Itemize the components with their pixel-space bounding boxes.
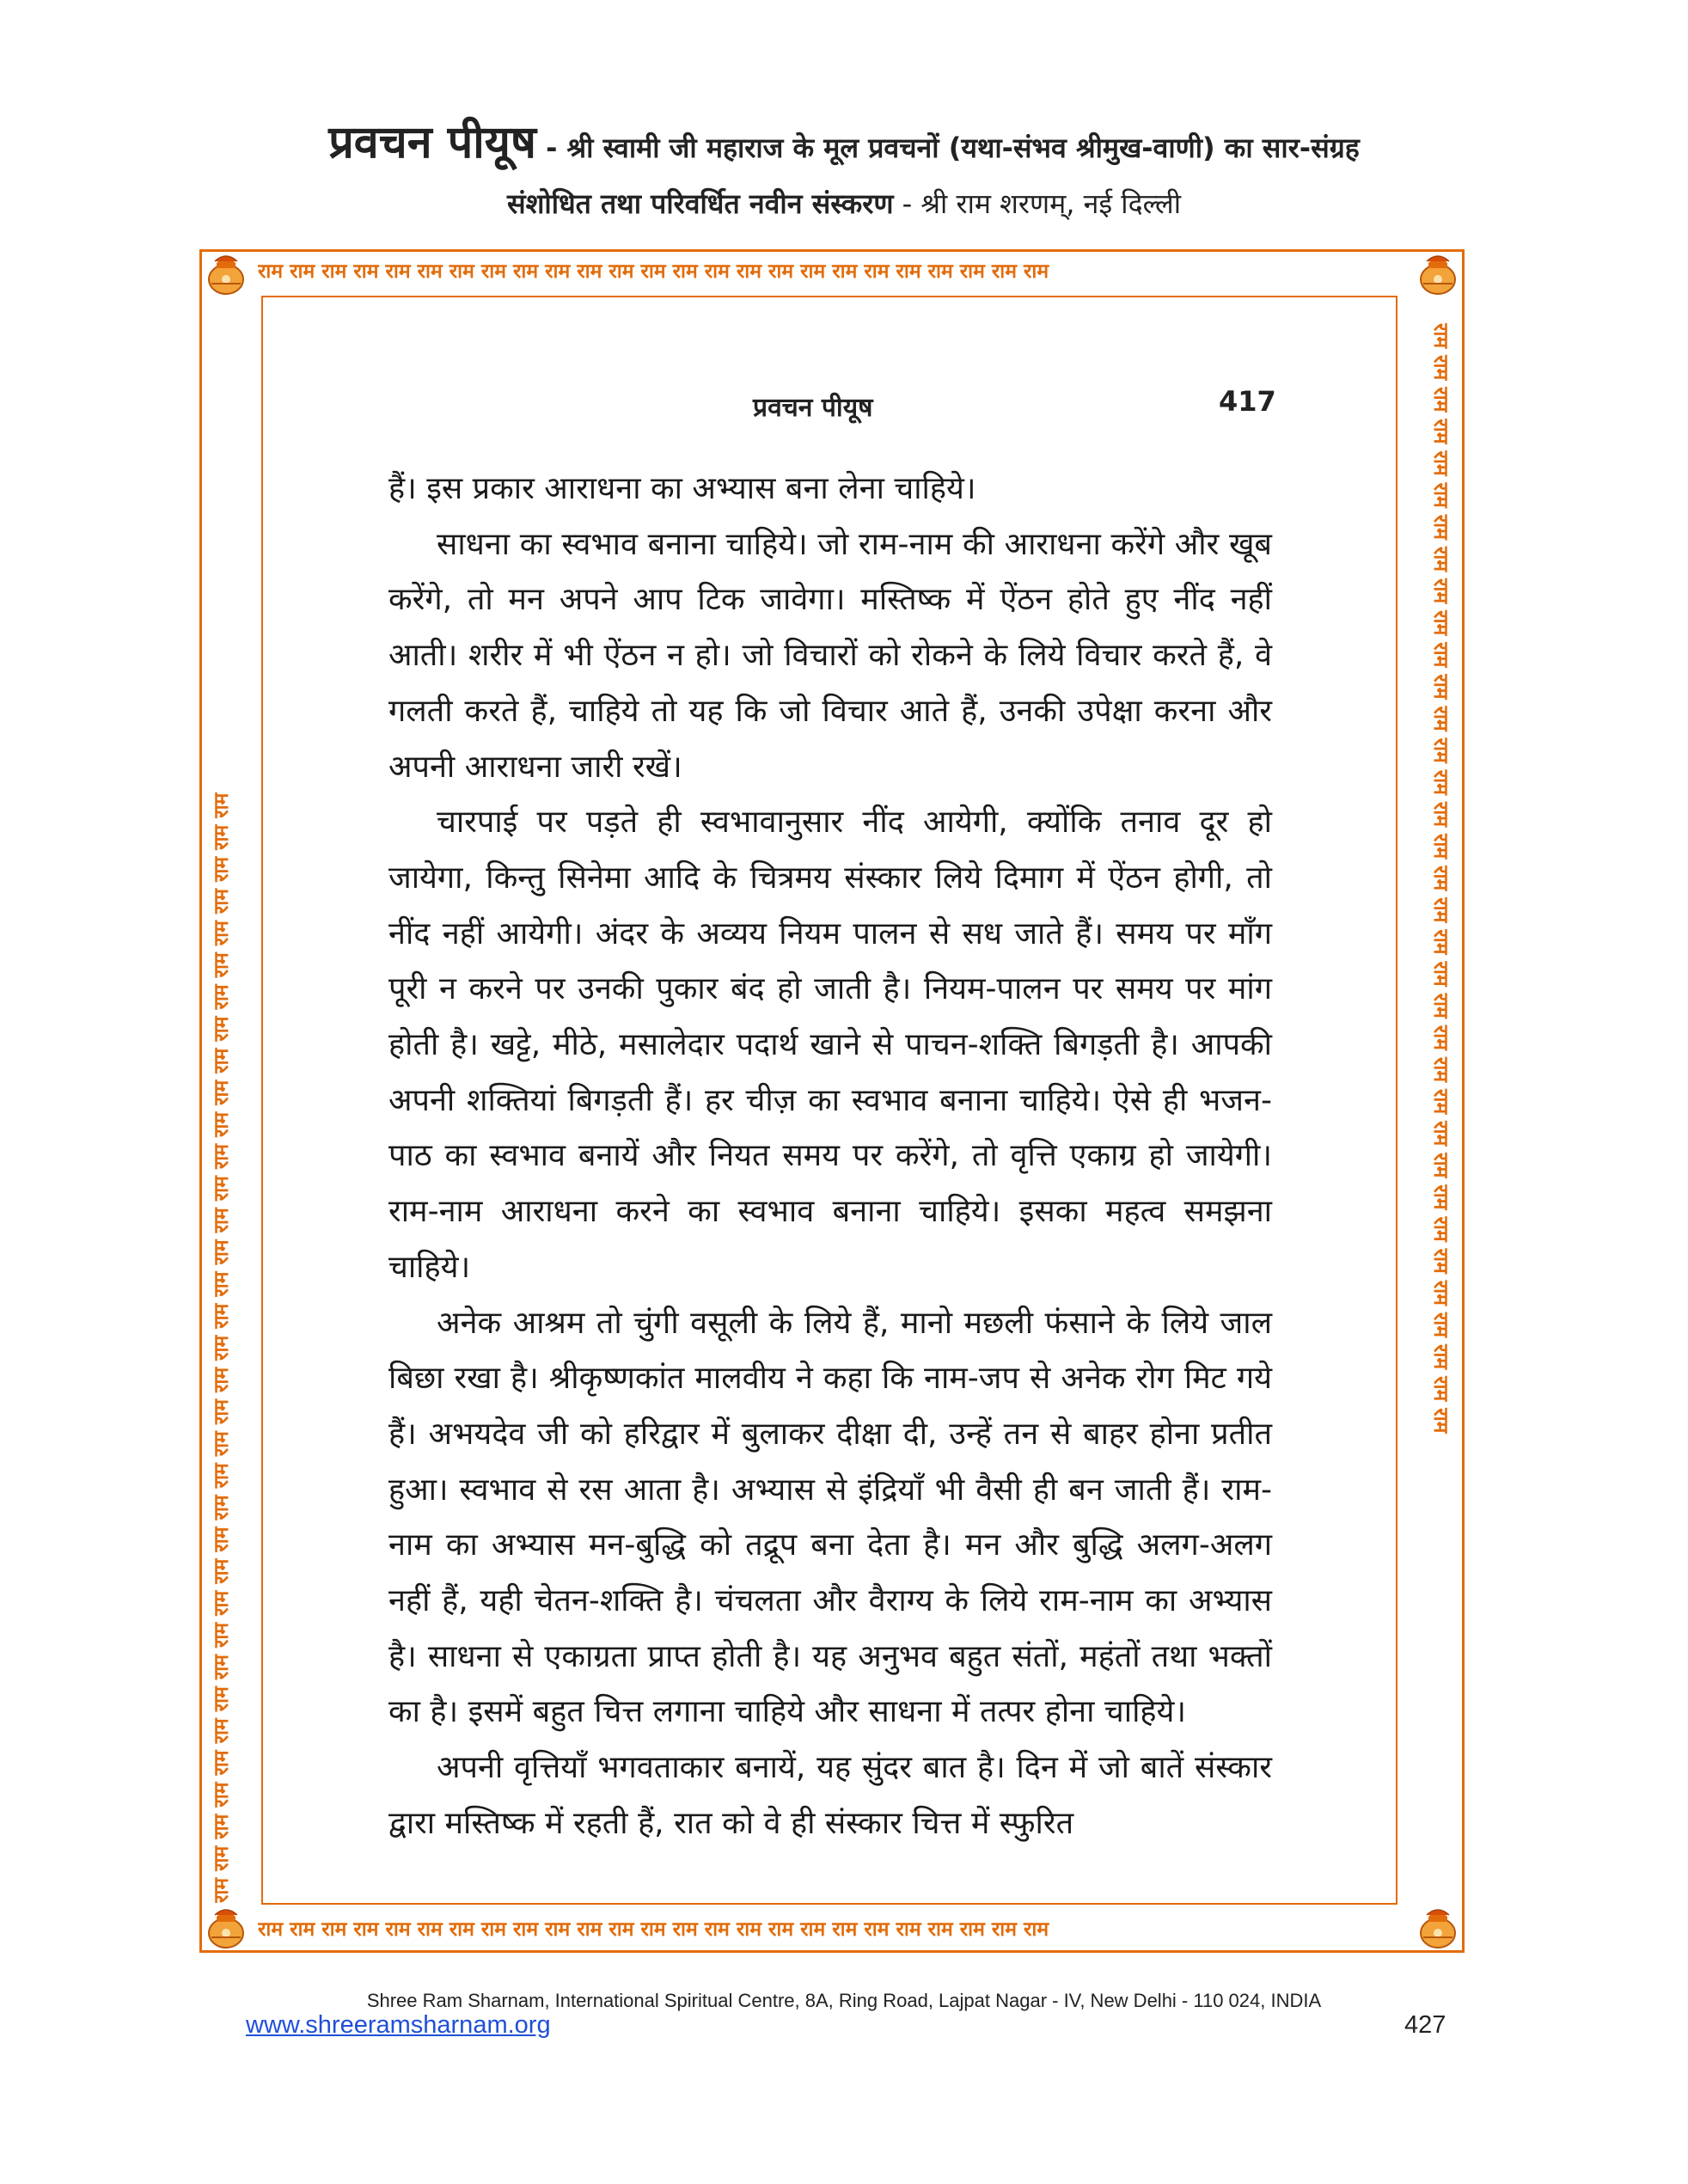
border-text-right: राम राम राम राम राम राम राम राम राम राम राम राम राम राम राम राम राम राम राम राम राम राम राम राम राम राम राम राम राम राम राम राम राम राम राम [1429,323,1452,1434]
border-text-left: राम राम राम राम राम राम राम राम राम राम राम राम राम राम राम राम राम राम राम राम राम राम राम राम राम राम राम राम राम राम राम राम राम राम राम [211,792,233,1903]
kalash-icon [203,251,249,297]
paragraph: साधना का स्वभाव बनाना चाहिये। जो राम-नाम की आराधना करेंगे और खूब करेंगे, तो मन अपने आप टिक जावेगा। मस्तिष्क में ऐंठन होते हुए नींद नहीं आती। शरीर में भी ऐंठन न हो। जो विचारों को रोकने के लिये विचार करते हैं, वे गलती करते हैं, चाहिये तो यह कि जो विचार आते हैं, उनकी उपेक्षा करना और अपनी आराधना जारी रखें। [388,526,1272,785]
document-title: प्रवचन पीयूष [328,117,536,168]
edition-label: संशोधित तथा परिवर्धित नवीन संस्करण [507,187,894,220]
paragraph: हैं। इस प्रकार आराधना का अभ्यास बना लेना चाहिये। [388,471,976,506]
edition-publisher: - श्री राम शरणम्, नई दिल्ली [893,187,1181,220]
scan-page-number: 417 [1219,385,1276,418]
footer-page-number: 427 [1404,2011,1446,2039]
footer-address: Shree Ram Sharnam, International Spiritual Centre, 8A, Ring Road, Lajpat Nagar - IV, New Delhi - 110 024, INDIA [366,1990,1322,2011]
document-header-title-line [0,110,1688,171]
border-text-top: राम राम राम राम राम राम राम राम राम राम राम राम राम राम राम राम राम राम राम राम राम राम राम राम राम [258,260,1049,283]
website-link[interactable]: www.shreeramsharnam.org [246,2011,551,2039]
kalash-icon [1415,1905,1461,1951]
paragraph: अपनी वृत्तियाँ भगवताकार बनायें, यह सुंदर बात है। दिन में जो बातें संस्कार द्वारा मस्तिष्क में रहती हैं, रात को वे ही संस्कार चित्त में स्फुरित [388,1750,1272,1841]
document-edition-line [0,185,1688,222]
paragraph: चारपाई पर पड़ते ही स्वभावानुसार नींद आयेगी, क्योंकि तनाव दूर हो जायेगा, किन्तु सिनेमा आदि के चित्रमय संस्कार लिये दिमाग में ऐंठन होगी, तो नींद नहीं आयेगी। अंदर के अव्यय नियम पालन से सध जाते हैं। समय पर माँग पूरी न करने पर उनकी पुकार बंद हो जाती है। नियम-पालन पर समय पर मांग होती है। खट्टे, मीठे, मसालेदार पदार्थ खाने से पाचन-शक्ति बिगड़ती है। आपकी अपनी शक्तियां बिगड़ती हैं। हर चीज़ का स्वभाव बनाना चाहिये। ऐसे ही भजन-पाठ का स्वभाव बनायें और नियत समय पर करेंगे, तो वृत्ति एकाग्र हो जायेगी। राम-नाम आराधना करने का स्वभाव बनाना चाहिये। इसका महत्व समझना चाहिये। [388,804,1272,1285]
scan-body-text [388,462,1272,1852]
paragraph: अनेक आश्रम तो चुंगी वसूली के लिये हैं, मानो मछली फंसाने के लिये जाल बिछा रखा है। श्रीकृष्णकांत मालवीय ने कहा कि नाम-जप से अनेक रोग मिट गये हैं। अभयदेव जी को हरिद्वार में बुलाकर दीक्षा दी, उन्हें तन से बाहर होना प्रतीत हुआ। स्वभाव से रस आता है। अभ्यास से इंद्रियाँ भी वैसी ही बन जाती हैं। राम-नाम का अभ्यास मन-बुद्धि को तद्रूप बना देता है। मन और बुद्धि अलग-अलग नहीं हैं, यही चेतन-शक्ति है। चंचलता और वैराग्य के लिये राम-नाम का अभ्यास है। साधना से एकाग्रता प्राप्त होती है। यह अनुभव बहुत संतों, महंतों तथा भक्तों का है। इसमें बहुत चित्त लगाना चाहिये और साधना में तत्पर होना चाहिये। [388,1305,1272,1730]
border-text-bottom: राम राम राम राम राम राम राम राम राम राम राम राम राम राम राम राम राम राम राम राम राम राम राम राम राम [258,1918,1049,1941]
document-subtitle: - श्री स्वामी जी महाराज के मूल प्रवचनों (यथा-संभव श्रीमुख-वाणी) का सार-संग्रह [535,132,1360,164]
scan-running-title: प्रवचन पीयूष [753,393,873,423]
kalash-icon [203,1905,249,1951]
kalash-icon [1415,251,1461,297]
